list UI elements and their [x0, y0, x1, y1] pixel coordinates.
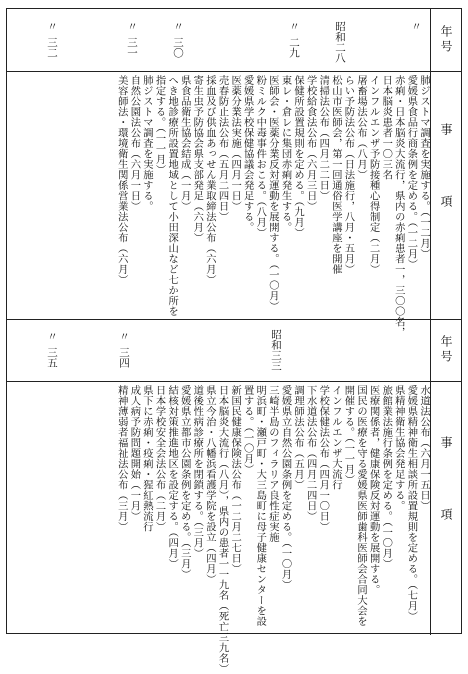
year-ditto-29: 〃	[288, 21, 300, 32]
entry: 県下に赤痢・疫痢・猩紅熱流行	[140, 385, 153, 532]
year-label-35: 三五	[46, 347, 58, 368]
top-entries	[11, 75, 430, 338]
entry: 指定する。（一一月）	[153, 75, 166, 175]
entry: 学校給食法公布（六月三日）	[304, 75, 317, 212]
entry: インフルエンザ大流行	[329, 385, 342, 490]
bottom-entries	[11, 385, 430, 674]
entry: 三崎半島のフィラリア良性症実施	[266, 385, 279, 543]
entry: 東レ・倉レに集団赤痢発生する。	[279, 75, 292, 233]
entry: 結核対策推進地区を設定する。（四月）	[166, 385, 179, 569]
entry: 医薬分業法実施（四月一日）	[229, 75, 242, 212]
year-header: 年号	[439, 25, 453, 55]
year-row-rule	[7, 71, 431, 72]
entry: 保健所設置規則を定める。（九月）	[292, 75, 305, 238]
entry: へき地診療所設置地域として小田深山など七か所を	[166, 75, 179, 317]
year-row	[7, 319, 431, 381]
entry: 成人病予防問題開始（一月）	[128, 385, 141, 522]
year-header: 年号	[439, 335, 453, 365]
entry: 開催する。（一一月）	[342, 385, 355, 485]
entry: 県立今治・八幡浜看護学院を設立（四月）	[203, 385, 216, 585]
year-ditto-35: 〃	[46, 331, 58, 342]
entry: 寄生虫予防協会県支部発足（六月）	[191, 75, 204, 243]
entry: 採血及び供血あっせん業取締法公布（六月）	[203, 75, 216, 285]
entry: 下水道法公布（四月二四日）	[304, 385, 317, 522]
entry: 精神薄弱者福祉法公布（三月）	[115, 385, 128, 532]
year-label-29: 二九	[288, 37, 300, 58]
entry: 肺ジストマ調査を実施する。	[140, 75, 153, 212]
year-row	[7, 9, 431, 71]
year-label-30: 三〇	[172, 37, 184, 58]
year-ditto-32: 〃	[46, 21, 58, 32]
table-top-half	[7, 9, 461, 338]
year-label-34: 三四	[118, 347, 130, 368]
entry: 新国民健康保険法公布（一二月二七日）	[229, 385, 242, 574]
entry: 清掃法公布（四月二二日）	[317, 75, 330, 201]
entry: 県精神衛生協会発足する。	[392, 385, 405, 511]
entry: 松山市医師会，第一回通俗医学講座を開催	[329, 75, 342, 275]
entry: 日本脳炎患者一〇三名	[380, 75, 393, 180]
entry: 愛媛県立自然公園条例を定める。（一〇月）	[279, 385, 292, 590]
entry: 水道法公布（六月一五日）	[418, 385, 430, 511]
entry: 赤痢・日本脳炎大流行，県内の赤痢患者一，三〇〇名，	[392, 75, 405, 338]
entry: 道後性病診療所を閉鎖する。（三月）	[191, 385, 204, 559]
entry: 愛媛県学校保健協議会発足する。	[241, 75, 254, 233]
year-ditto-31: 〃	[126, 21, 138, 32]
year-ditto-30: 〃	[172, 21, 184, 32]
year-label-32: 三二	[46, 37, 58, 58]
entry: 粉ミルク中毒事件おこる。（八月）	[254, 75, 267, 238]
entry: 国民の医療を守る愛媛県医師歯科医師会合同大会を	[355, 385, 368, 627]
entry: 愛媛県精神衛生相談所設置規則を定める。（七月）	[405, 385, 418, 622]
entry: 日本学校安全会法公布（二月）	[153, 385, 166, 532]
entry: 医療関係者，健康保険反対運動を展開する。	[367, 385, 380, 595]
event-header: 事項	[439, 436, 453, 580]
year-ditto-34: 〃	[118, 331, 130, 342]
year-row-rule	[7, 381, 431, 382]
entry: 屠畜場法公布（八月）	[355, 75, 368, 180]
entry: 医師会・医薬分業反対運動を展開する。（一〇月）	[266, 75, 279, 312]
chronology-table	[6, 8, 462, 674]
entry: 売春防止法公布（五月二四日）	[216, 75, 229, 222]
entry: 置する。（一〇月）	[241, 385, 254, 475]
header-column	[431, 319, 461, 635]
year-label-28: 昭和二八	[334, 21, 346, 63]
event-header: 事項	[439, 123, 453, 267]
entry: らい予防法公布（日法施行，八月・五月）	[342, 75, 355, 275]
table-bottom-half	[7, 319, 461, 674]
entry: 愛媛県立都市公園条例を定める。（三月）	[178, 385, 191, 580]
entry: 調理師法公布（五月）	[292, 385, 305, 490]
entry: 美容師法・環境衛生関係営業法公布（六月）	[115, 75, 128, 285]
entry: 旅館業法施行条例を定める。（一〇月）	[380, 385, 393, 569]
entry: 明浜町・瀬戸町・大三島町に母子健康センターを設	[254, 385, 267, 627]
year-label-31: 三一	[126, 37, 138, 58]
year-ditto-28: 〃	[410, 21, 422, 32]
entry: 県食品衛生協会結成（一月）	[178, 75, 191, 212]
year-label-33: 昭和三三	[270, 329, 282, 371]
header-column	[431, 9, 461, 319]
entry: 日本脳炎大流行（八月），県内の患者一一九名（死亡三九名）	[216, 385, 229, 674]
entry: インフルエンザ予防接種心得制定（二月）	[367, 75, 380, 275]
entry: 肺ジストマ調査を実施する。（一二月）	[418, 75, 430, 259]
entry: 学校保健法公布（四月一〇日）	[317, 385, 330, 532]
entry: 愛媛県食品行商条例を定める。（一二月）	[405, 75, 418, 270]
entry: 自然公園法公布（六月一日）	[128, 75, 141, 212]
